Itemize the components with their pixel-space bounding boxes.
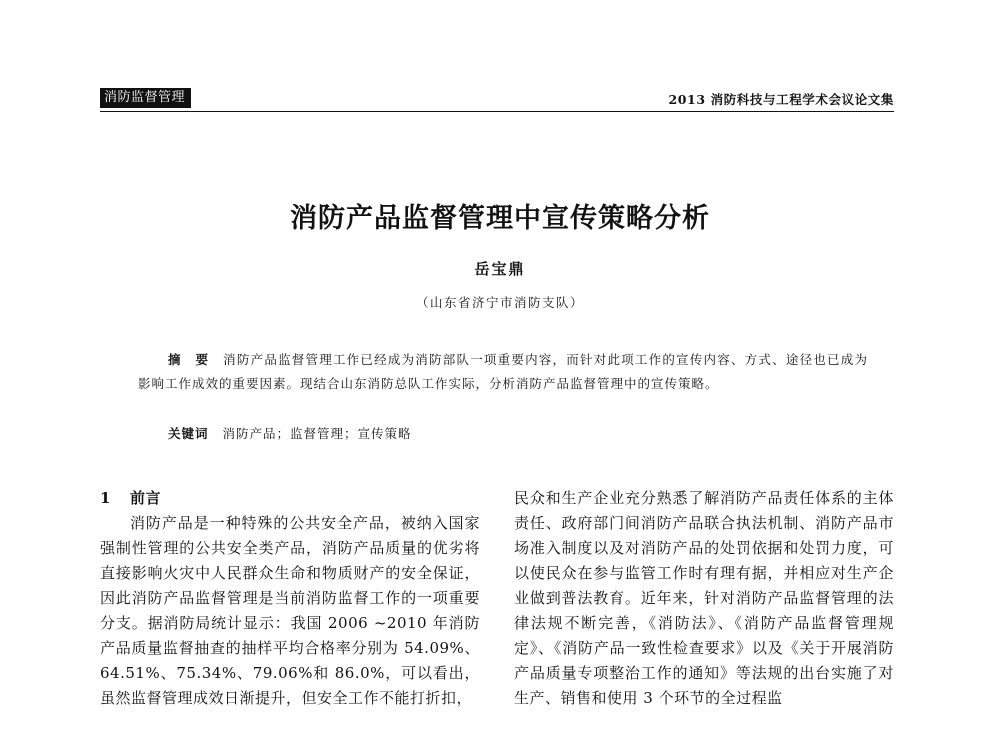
section-number: 1 <box>100 489 111 507</box>
abstract-label: 摘 要 <box>168 352 210 367</box>
author-name: 岳宝鼎 <box>474 260 526 278</box>
section-tag: 消防监督管理 <box>100 88 191 108</box>
right-column <box>514 486 894 711</box>
keywords-label: 关键词 <box>168 426 209 441</box>
left-paragraph: 消防产品是一种特殊的公共安全产品，被纳入国家强制性管理的公共安全类产品，消防产品质量的优劣将直接影响火灾中人民群众生命和物质财产的安全保证，因此消防产品监督管理是当前消防监督工作的一项重要分支。据消防局统计显示：我国 2006 ~2010 年消防产品质量监督抽查的抽样平均合格率分别为 54.09%、64.51%、75.34%、79.06%和 86.0%，可以看出，虽然监督管理成效日渐提升，但安全工作不能打折扣， <box>100 514 480 707</box>
keywords-text: 消防产品；监督管理；宣传策略 <box>222 426 412 441</box>
paper-title: 消防产品监督管理中宣传策略分析 <box>290 203 710 234</box>
header-divider <box>100 111 894 112</box>
section-heading <box>100 486 480 511</box>
abstract-text: 消防产品监督管理工作已经成为消防部队一项重要内容，而针对此项工作的宣传内容、方式、途径也已成为影响工作成效的重要因素。现结合山东消防总队工作实际，分析消防产品监督管理中的宣传策略。 <box>138 352 868 391</box>
section-title: 前言 <box>130 489 162 507</box>
keywords <box>168 424 412 442</box>
journal-title: 2013 消防科技与工程学术会议论文集 <box>668 92 894 107</box>
author-affiliation: （山东省济宁市消防支队） <box>415 295 584 310</box>
abstract <box>138 348 868 396</box>
left-column <box>100 486 480 711</box>
right-paragraph: 民众和生产企业充分熟悉了解消防产品责任体系的主体责任、政府部门间消防产品联合执法机制、消防产品市场准入制度以及对消防产品的处罚依据和处罚力度，可以使民众在参与监管工作时有理有据，并相应对生产企业做到普法教育。近年来，针对消防产品监督管理的法律法规不断完善，《消防法》、《消防产品监督管理规定》、《消防产品一致性检查要求》以及《关于开展消防产品质量专项整治工作的通知》等法规的出台实施了对生产、销售和使用 3 个环节的全过程监 <box>514 489 894 707</box>
